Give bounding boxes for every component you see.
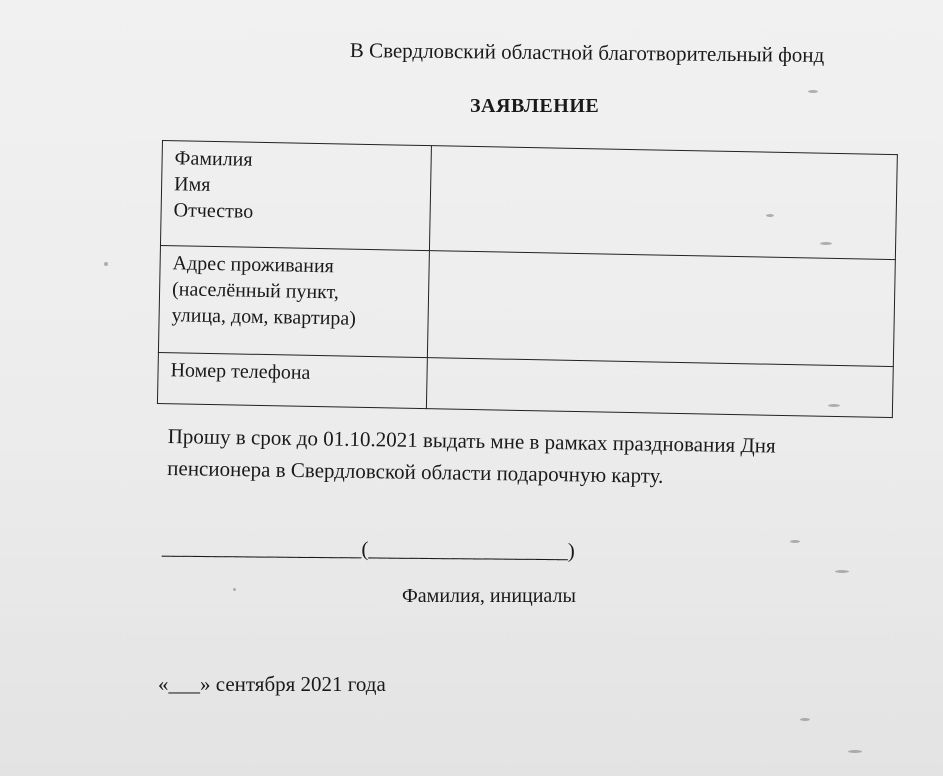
phone-field[interactable] [426,358,893,418]
request-line-1: Прошу в срок до 01.10.2021 выдать мне в рамках празднования Дня [167,423,776,458]
paper-speck [808,90,818,93]
phone-label-text: Номер телефона [170,359,311,384]
first-name-label: Имя [173,173,211,196]
signature-line: ___________________(___________________) [161,535,575,563]
date-line: «___» сентября 2021 года [158,672,386,696]
paper-speck [790,540,800,543]
application-form-table [157,140,898,418]
paper-speck [104,262,108,266]
paper-speck [848,750,862,753]
table-row-address [158,245,895,366]
request-line-2: пенсионера в Свердловской области подарочную карту. [167,455,664,488]
document-title: ЗАЯВЛЕНИЕ [470,95,600,117]
recipient-line: В Свердловский областной благотворительный фонд [349,38,825,67]
address-label [158,245,429,357]
paper-speck [766,214,774,217]
signature-caption: Фамилия, инициалы [402,585,576,607]
surname-label: Фамилия [174,147,253,171]
address-label-line-2: (населённый пункт, [171,278,340,304]
paper-speck [828,404,840,407]
address-label-line-3: улица, дом, квартира) [171,304,357,330]
table-row-full-name [160,141,897,260]
paper-speck [800,718,810,721]
paper-speck [233,588,236,591]
phone-label [157,352,427,408]
address-label-line-1: Адрес проживания [172,252,335,278]
paper-speck [835,570,849,573]
request-text [167,420,776,494]
full-name-label [160,141,431,251]
paper-speck [820,242,832,245]
patronymic-label: Отчество [173,199,254,223]
address-field[interactable] [427,251,895,367]
